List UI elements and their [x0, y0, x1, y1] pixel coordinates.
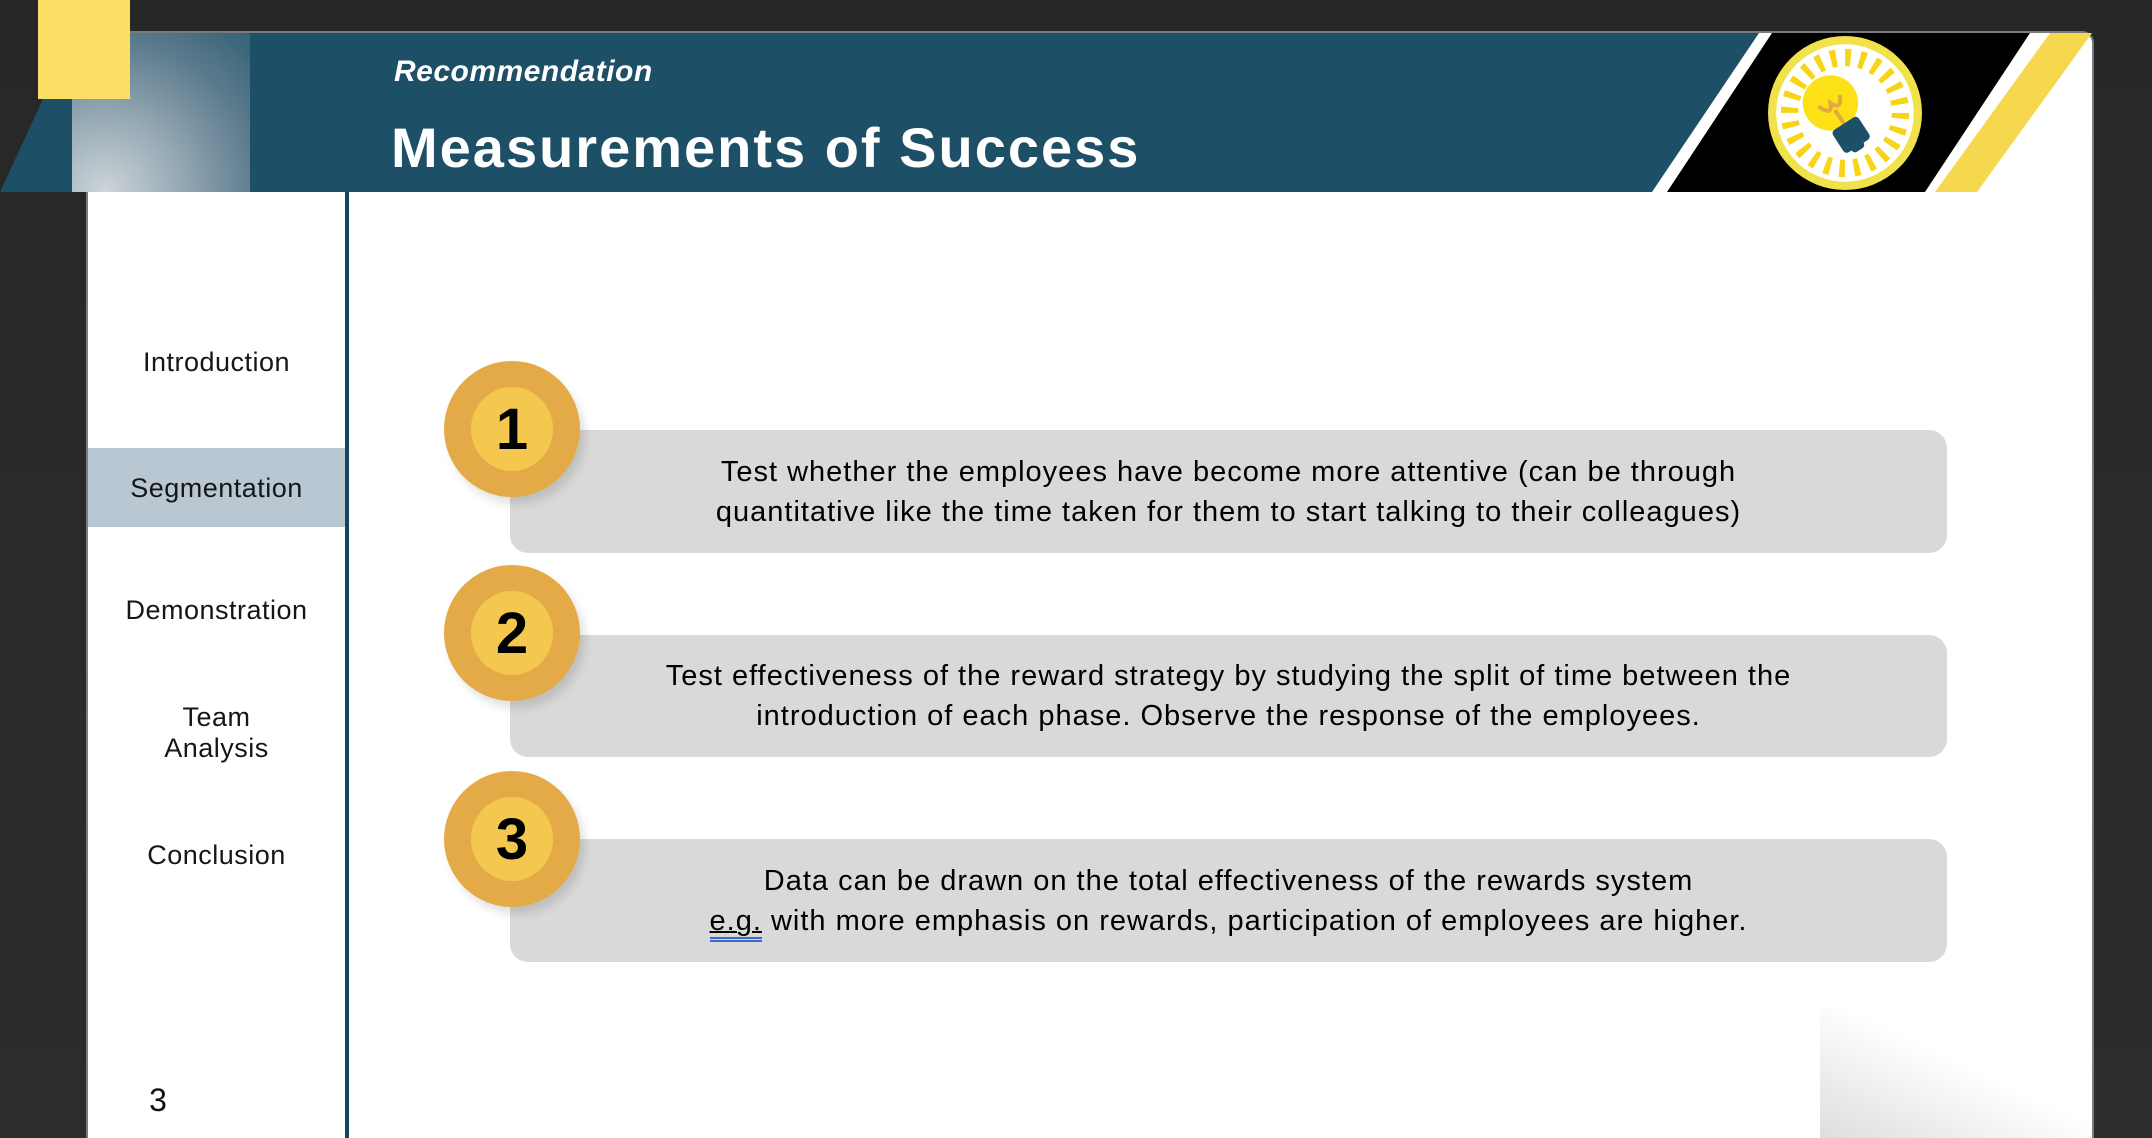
measure-1-line-1: Test whether the employees have become more attentive (can be through — [720, 455, 1737, 488]
number-badge-1-inner — [471, 387, 553, 471]
number-badge-3-label: 3 — [495, 806, 529, 872]
measure-box-2 — [510, 635, 1947, 757]
sidebar-item-label: Team Analysis — [164, 702, 269, 763]
lightbulb-icon — [1767, 35, 1923, 191]
page-title: Measurements of Success — [391, 116, 1141, 179]
slide-surface — [88, 33, 2092, 1138]
teal-corner-wedge — [0, 99, 72, 192]
sidebar-item-demonstration[interactable]: Demonstration — [125, 595, 308, 625]
sidebar-divider — [345, 192, 349, 1138]
number-badge-1 — [444, 361, 580, 497]
sidebar-item-conclusion[interactable]: Conclusion — [147, 840, 286, 870]
measure-box-3 — [510, 839, 1947, 962]
sidebar-item-team-analysis[interactable] — [88, 702, 345, 764]
measure-3-line-2 — [710, 901, 1748, 941]
measure-box-1 — [510, 430, 1947, 553]
measure-2-line-2: introduction of each phase. Observe the response of the employees. — [756, 700, 1701, 732]
slide-eyebrow: Recommendation — [394, 55, 653, 88]
eg-underlined-text: e.g. — [710, 905, 762, 942]
measure-2-line-1: Test effectiveness of the reward strategy by studying the split of time between the — [665, 660, 1792, 692]
measure-3-line-1: Data can be drawn on the total effectiveness of the rewards system — [763, 864, 1694, 897]
measure-3-line-2-rest: with more emphasis on rewards, participation of employees are higher. — [761, 904, 1748, 937]
corner-shade — [1820, 1008, 2092, 1138]
number-badge-2-inner — [471, 591, 553, 675]
number-badge-2-label: 2 — [495, 600, 529, 666]
page-number: 3 — [149, 1082, 167, 1118]
number-badge-3-inner — [471, 797, 553, 881]
number-badge-3 — [444, 771, 580, 907]
yellow-corner-block — [38, 0, 130, 99]
number-badge-2 — [444, 565, 580, 701]
sidebar-item-segmentation[interactable]: Segmentation — [88, 448, 345, 527]
measure-1-line-2: quantitative like the time taken for them to start talking to their colleagues) — [715, 495, 1742, 528]
sidebar-item-introduction[interactable]: Introduction — [142, 347, 291, 377]
number-badge-1-label: 1 — [495, 396, 529, 462]
